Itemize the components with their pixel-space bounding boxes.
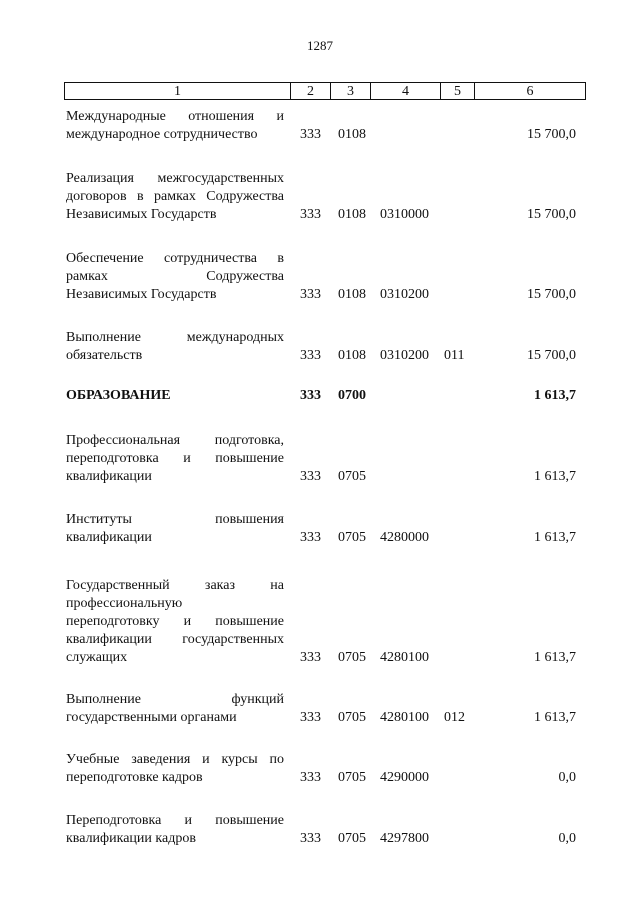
row-name-line: Независимых Государств <box>66 287 217 302</box>
row-col-6: 1 613,7 <box>534 710 576 725</box>
row-col-2: 333 <box>300 650 321 665</box>
row-col-3: 0108 <box>338 207 366 222</box>
row-name <box>66 432 284 486</box>
row-name <box>66 170 284 224</box>
row-col-2: 333 <box>300 207 321 222</box>
row-name-line: Учебные заведения и курсы по <box>66 752 284 767</box>
row-name-line: квалификации <box>66 530 152 545</box>
row-col-2: 333 <box>300 831 321 846</box>
table-header <box>64 82 586 100</box>
row-name-line: Профессиональная подготовка, <box>66 433 284 448</box>
row-col-3: 0108 <box>338 348 366 363</box>
header-col-1: 1 <box>65 83 291 99</box>
row-name <box>66 511 284 547</box>
row-col-4: 4280100 <box>380 650 429 665</box>
row-name-line: международное сотрудничество <box>66 127 258 142</box>
row-col-2: 333 <box>300 287 321 302</box>
row-name-line: рамках Содружества <box>66 269 284 284</box>
row-name-line: переподготовку и повышение <box>66 614 284 629</box>
row-name-line: обязательств <box>66 348 143 363</box>
row-name-line: Государственный заказ на <box>66 578 284 593</box>
row-name-line: Международные отношения и <box>66 109 284 124</box>
row-name-line: Выполнение международных <box>66 330 284 345</box>
row-col-2: 333 <box>300 388 321 403</box>
row-col-2: 333 <box>300 710 321 725</box>
row-name-line: переподготовка и повышение <box>66 451 284 466</box>
row-name-line: ОБРАЗОВАНИЕ <box>66 388 171 403</box>
row-name-line: Обеспечение сотрудничества в <box>66 251 284 266</box>
row-col-3: 0108 <box>338 127 366 142</box>
row-name-line: квалификации кадров <box>66 831 196 846</box>
row-col-6: 15 700,0 <box>527 127 576 142</box>
row-name-line: Реализация межгосударственных <box>66 171 284 186</box>
row-col-2: 333 <box>300 770 321 785</box>
row-col-4: 4297800 <box>380 831 429 846</box>
row-name <box>66 329 284 365</box>
row-col-3: 0705 <box>338 710 366 725</box>
row-col-4: 0310000 <box>380 207 429 222</box>
row-name <box>66 577 284 667</box>
row-name-line: Институты повышения <box>66 512 284 527</box>
row-col-2: 333 <box>300 127 321 142</box>
header-col-3: 3 <box>331 83 371 99</box>
row-name-line: квалификации <box>66 469 152 484</box>
row-name-line: Переподготовка и повышение <box>66 813 284 828</box>
row-col-6: 15 700,0 <box>527 207 576 222</box>
row-name-line: Независимых Государств <box>66 207 217 222</box>
header-col-2: 2 <box>291 83 331 99</box>
row-name-line: государственными органами <box>66 710 237 725</box>
row-name <box>66 751 284 787</box>
row-name-line: служащих <box>66 650 128 665</box>
row-col-3: 0705 <box>338 469 366 484</box>
row-col-2: 333 <box>300 469 321 484</box>
row-name <box>66 387 284 405</box>
row-name <box>66 812 284 848</box>
row-col-6: 1 613,7 <box>534 530 576 545</box>
page-number: 1287 <box>307 38 333 53</box>
row-name <box>66 108 284 144</box>
header-col-5: 5 <box>441 83 475 99</box>
row-col-3: 0108 <box>338 287 366 302</box>
row-name-line: договоров в рамках Содружества <box>66 189 284 204</box>
row-col-6: 0,0 <box>558 770 576 785</box>
row-name-line: Выполнение функций <box>66 692 284 707</box>
row-col-3: 0705 <box>338 831 366 846</box>
row-col-3: 0700 <box>338 388 366 403</box>
header-col-6: 6 <box>526 84 534 99</box>
row-col-6: 15 700,0 <box>527 348 576 363</box>
row-col-5: 011 <box>444 348 465 363</box>
row-col-4: 4290000 <box>380 770 429 785</box>
row-name-line: квалификации государственных <box>66 632 284 647</box>
row-col-6: 1 613,7 <box>534 388 576 403</box>
row-col-3: 0705 <box>338 770 366 785</box>
row-col-5: 012 <box>444 710 465 725</box>
row-col-6: 1 613,7 <box>534 650 576 665</box>
row-col-4: 4280000 <box>380 530 429 545</box>
row-col-3: 0705 <box>338 650 366 665</box>
row-col-3: 0705 <box>338 530 366 545</box>
row-col-6: 15 700,0 <box>527 287 576 302</box>
row-col-6: 1 613,7 <box>534 469 576 484</box>
row-name-line: профессиональную <box>66 596 183 611</box>
row-name-line: переподготовке кадров <box>66 770 203 785</box>
row-col-4: 4280100 <box>380 710 429 725</box>
row-col-2: 333 <box>300 530 321 545</box>
row-name <box>66 691 284 727</box>
row-col-4: 0310200 <box>380 348 429 363</box>
header-col-4: 4 <box>371 83 441 99</box>
row-name <box>66 250 284 304</box>
row-col-6: 0,0 <box>558 831 576 846</box>
row-col-4: 0310200 <box>380 287 429 302</box>
row-col-2: 333 <box>300 348 321 363</box>
